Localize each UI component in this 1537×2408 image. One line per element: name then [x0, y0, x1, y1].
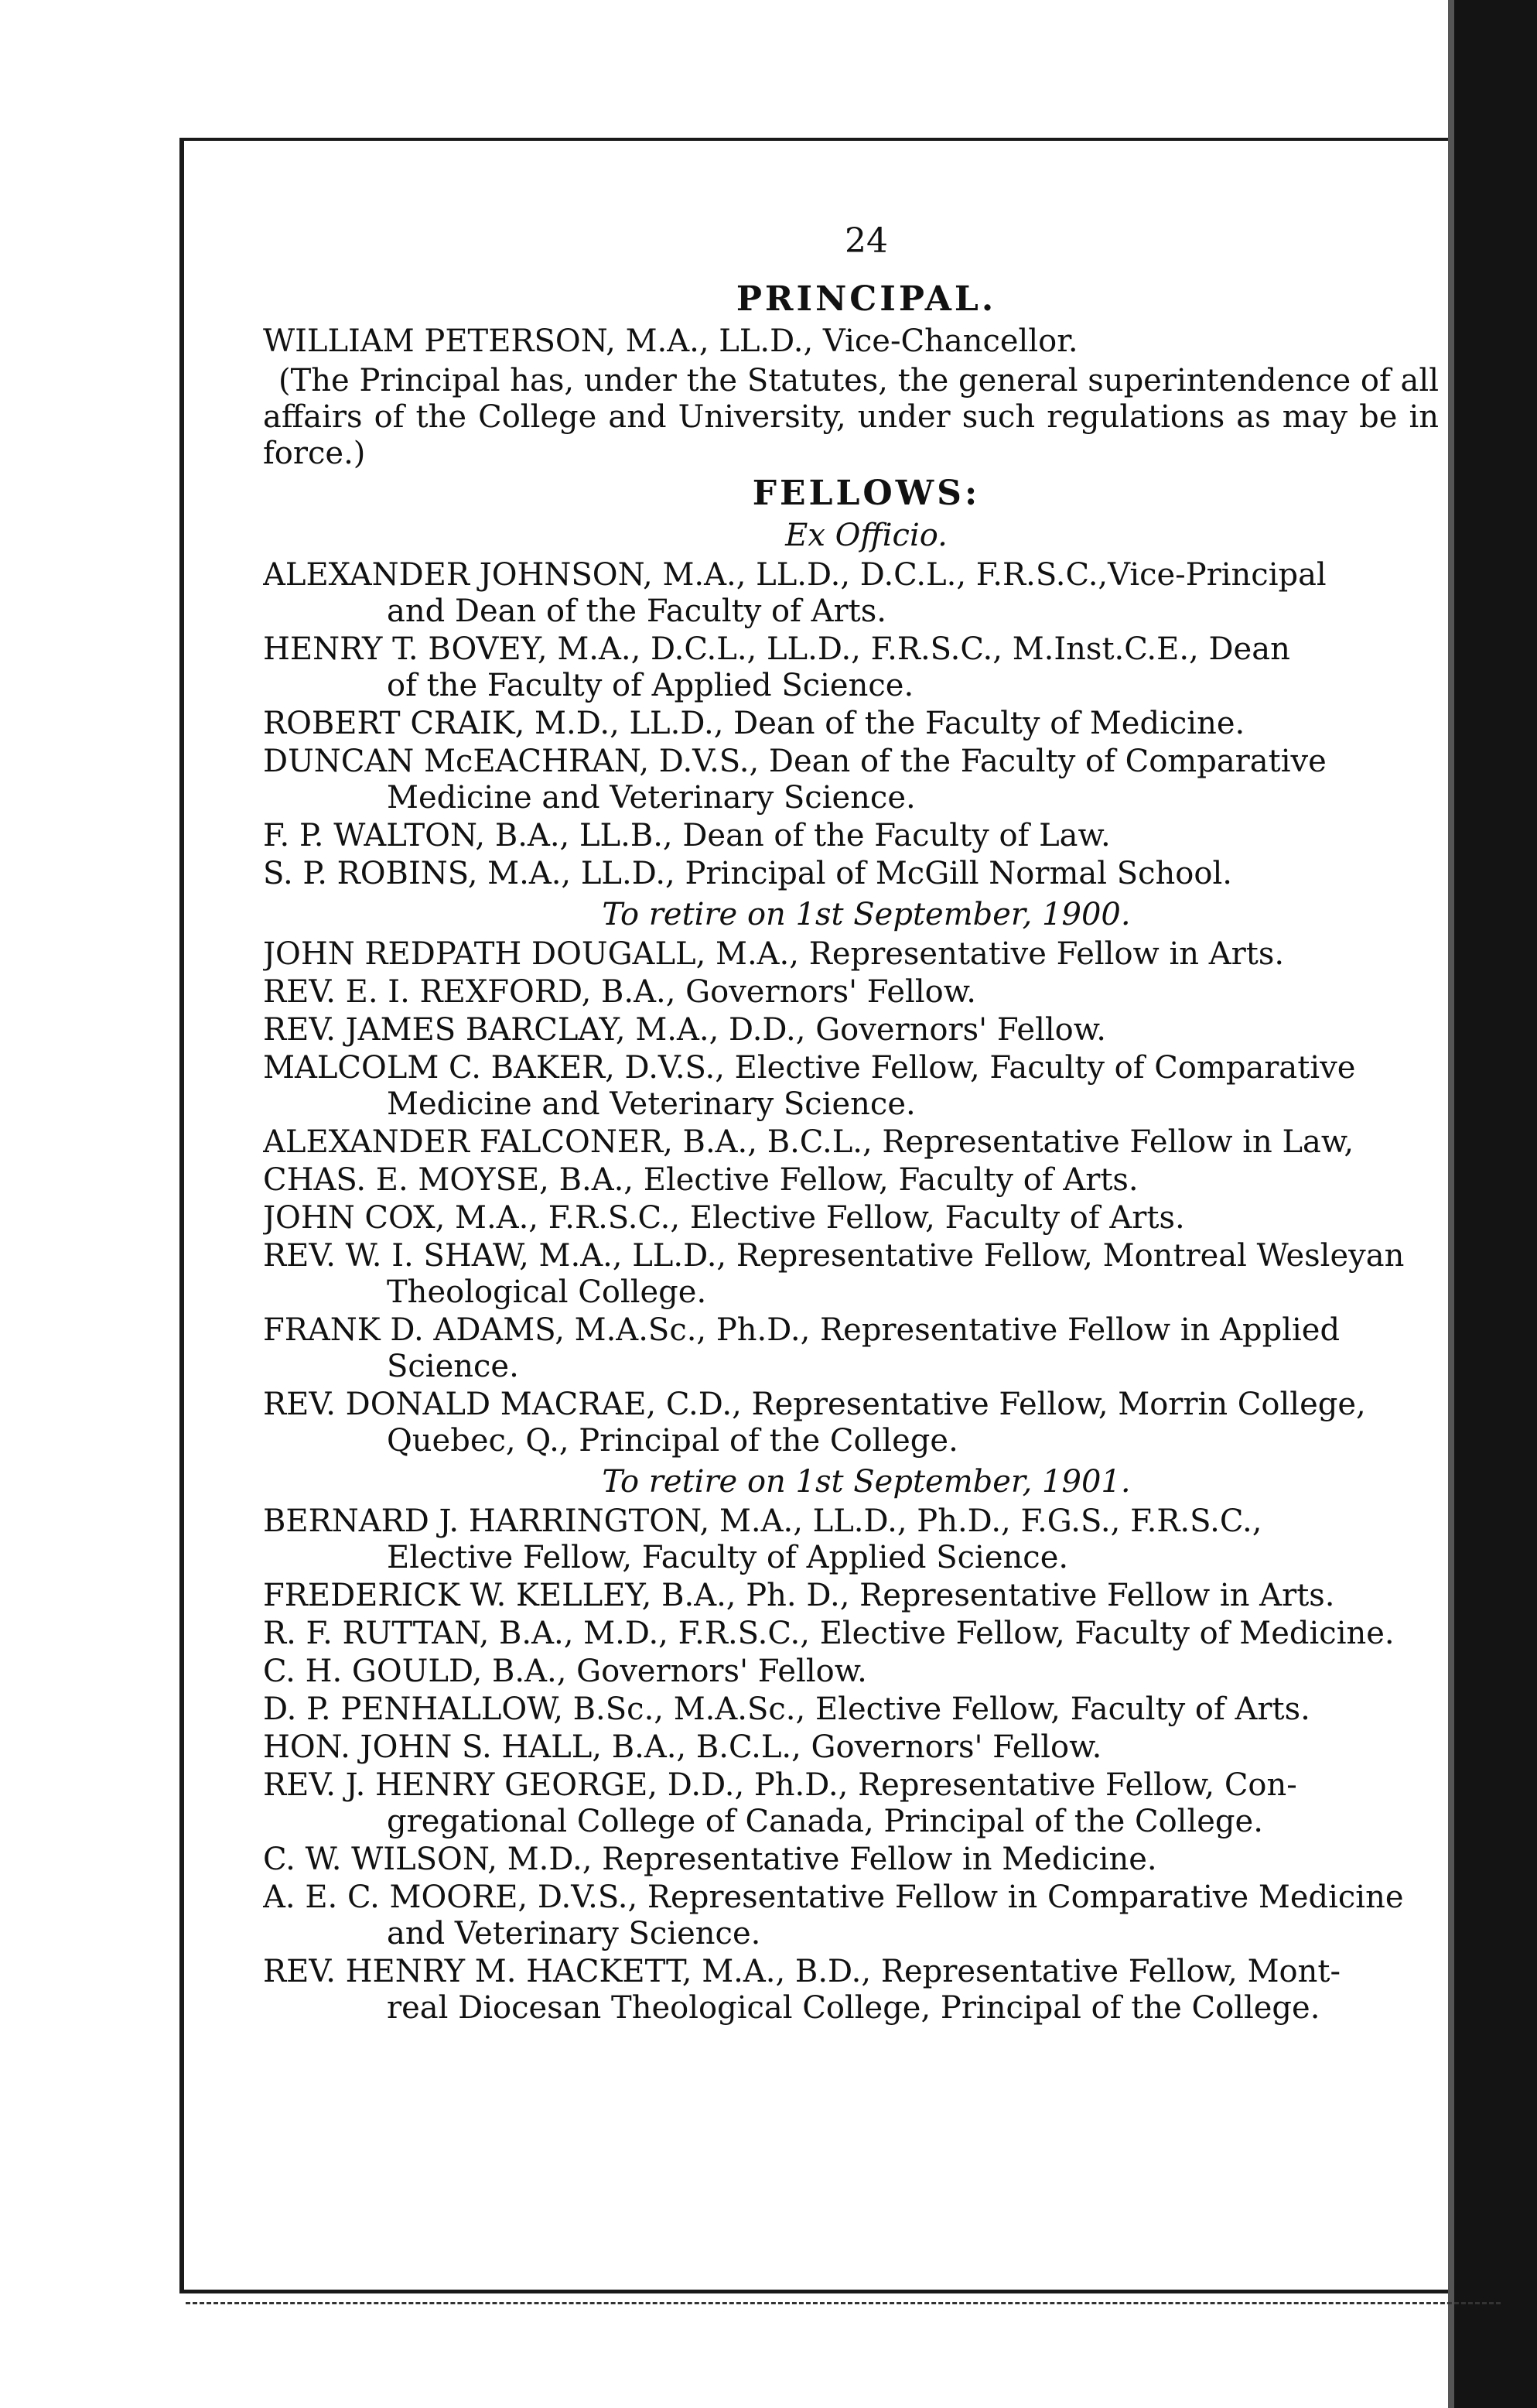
section-title: Ex Officio. [785, 518, 948, 553]
fellow-entry [263, 1012, 1439, 1048]
entry-continuation: real Diocesan Theological College, Principal of the College. [387, 1990, 1320, 2026]
entry-line: ALEXANDER JOHNSON, M.A., LL.D., D.C.L., F.R.S.C.,Vice-Principal [263, 557, 1327, 593]
entry-line: CHAS. E. MOYSE, B.A., Elective Fellow, Faculty of Arts. [263, 1162, 1139, 1198]
entry-line: REV. HENRY M. HACKETT, M.A., B.D., Representative Fellow, Mont- [263, 1954, 1341, 1989]
entry-line: JOHN REDPATH DOUGALL, M.A., Representative Fellow in Arts. [263, 936, 1285, 972]
fellow-entry [263, 1691, 1439, 1728]
fellow-entry [263, 1312, 1439, 1385]
fellow-entry [263, 1729, 1439, 1766]
section-ex-officio [263, 518, 1439, 892]
section-retire-1900 [263, 897, 1439, 1459]
entry-line: FRANK D. ADAMS, M.A.Sc., Ph.D., Representative Fellow in Applied [263, 1312, 1341, 1348]
entry-line: REV. E. I. REXFORD, B.A., Governors' Fellow. [263, 974, 976, 1010]
entry-line: REV. J. HENRY GEORGE, D.D., Ph.D., Representative Fellow, Con- [263, 1767, 1297, 1803]
fellow-entry [263, 1842, 1439, 1878]
fellow-entry [263, 1050, 1439, 1123]
fellow-entry [263, 744, 1439, 816]
entry-continuation: Elective Fellow, Faculty of Applied Science. [387, 1540, 1069, 1575]
entry-line: F. P. WALTON, B.A., LL.B., Dean of the Faculty of Law. [263, 818, 1111, 853]
entry-line: BERNARD J. HARRINGTON, M.A., LL.D., Ph.D., F.G.S., F.R.S.C., [263, 1503, 1262, 1539]
principal-heading: PRINCIPAL. [736, 279, 997, 319]
page-content [263, 186, 1439, 2028]
entry-continuation: Medicine and Veterinary Science. [387, 780, 916, 816]
entry-continuation: and Dean of the Faculty of Arts. [387, 593, 886, 629]
principal-note: (The Principal has, under the Statutes, the general superintendence of all affairs of the College and University, under such regulations as may be in force.) [263, 363, 1439, 471]
bottom-rule [186, 2302, 1501, 2304]
section-retire-1901 [263, 1464, 1439, 2027]
fellows-heading: FELLOWS: [752, 474, 981, 513]
entry-line: HENRY T. BOVEY, M.A., D.C.L., LL.D., F.R.S.C., M.Inst.C.E., Dean [263, 631, 1290, 667]
fellow-entry [263, 1162, 1439, 1199]
entry-continuation: and Veterinary Science. [387, 1916, 761, 1951]
fellow-entry [263, 1954, 1439, 2027]
fellow-entry [263, 631, 1439, 704]
fellow-entry [263, 1880, 1439, 1952]
fellow-entry [263, 1124, 1439, 1161]
section-title: To retire on 1st September, 1901. [602, 1464, 1131, 1500]
fellow-entry [263, 1200, 1439, 1236]
section-title: To retire on 1st September, 1900. [602, 897, 1131, 932]
entry-line: HON. JOHN S. HALL, B.A., B.C.L., Governors' Fellow. [263, 1729, 1102, 1765]
entry-line: C. W. WILSON, M.D., Representative Fellow in Medicine. [263, 1842, 1157, 1877]
fellow-entry [263, 1387, 1439, 1459]
scan-edge-shadow [1448, 0, 1454, 2408]
fellow-entry [263, 818, 1439, 854]
fellow-entry [263, 936, 1439, 973]
entry-line: ALEXANDER FALCONER, B.A., B.C.L., Representative Fellow in Law, [263, 1124, 1354, 1160]
entry-continuation: of the Faculty of Applied Science. [387, 668, 914, 703]
fellow-entry [263, 856, 1439, 892]
entry-line: FREDERICK W. KELLEY, B.A., Ph. D., Representative Fellow in Arts. [263, 1578, 1335, 1613]
fellow-entry [263, 1767, 1439, 1840]
entry-line: S. P. ROBINS, M.A., LL.D., Principal of McGill Normal School. [263, 856, 1232, 891]
page-number: 24 [845, 221, 888, 261]
entry-continuation: Quebec, Q., Principal of the College. [387, 1423, 958, 1459]
entry-line: REV. DONALD MACRAE, C.D., Representative Fellow, Morrin College, [263, 1387, 1366, 1422]
entry-line: A. E. C. MOORE, D.V.S., Representative Fellow in Comparative Medicine [263, 1880, 1404, 1915]
entry-line: D. P. PENHALLOW, B.Sc., M.A.Sc., Elective Fellow, Faculty of Arts. [263, 1691, 1310, 1727]
entry-continuation: gregational College of Canada, Principal of the College. [387, 1804, 1263, 1839]
entry-continuation: Science. [387, 1349, 519, 1384]
fellow-entry [263, 706, 1439, 742]
fellow-entry [263, 974, 1439, 1011]
principal-name: WILLIAM PETERSON, M.A., LL.D., Vice-Chancellor. [263, 323, 1078, 359]
fellow-entry [263, 1503, 1439, 1576]
scan-edge [1454, 0, 1537, 2408]
entry-line: MALCOLM C. BAKER, D.V.S., Elective Fellow, Faculty of Comparative [263, 1050, 1356, 1086]
fellow-entry [263, 1654, 1439, 1690]
fellow-entry [263, 1616, 1439, 1652]
entry-continuation: Medicine and Veterinary Science. [387, 1086, 916, 1122]
entry-line: REV. JAMES BARCLAY, M.A., D.D., Governors' Fellow. [263, 1012, 1106, 1048]
entry-line: R. F. RUTTAN, B.A., M.D., F.R.S.C., Elective Fellow, Faculty of Medicine. [263, 1616, 1395, 1651]
entry-line: REV. W. I. SHAW, M.A., LL.D., Representative Fellow, Montreal Wesleyan [263, 1238, 1405, 1274]
fellow-entry [263, 1238, 1439, 1311]
fellow-entry [263, 1578, 1439, 1614]
fellow-entry [263, 557, 1439, 630]
entry-line: ROBERT CRAIK, M.D., LL.D., Dean of the Faculty of Medicine. [263, 706, 1245, 741]
entry-continuation: Theological College. [387, 1274, 707, 1310]
entry-line: C. H. GOULD, B.A., Governors' Fellow. [263, 1654, 867, 1689]
entry-line: JOHN COX, M.A., F.R.S.C., Elective Fellow, Faculty of Arts. [263, 1200, 1185, 1236]
entry-line: DUNCAN McEACHRAN, D.V.S., Dean of the Faculty of Comparative [263, 744, 1327, 779]
